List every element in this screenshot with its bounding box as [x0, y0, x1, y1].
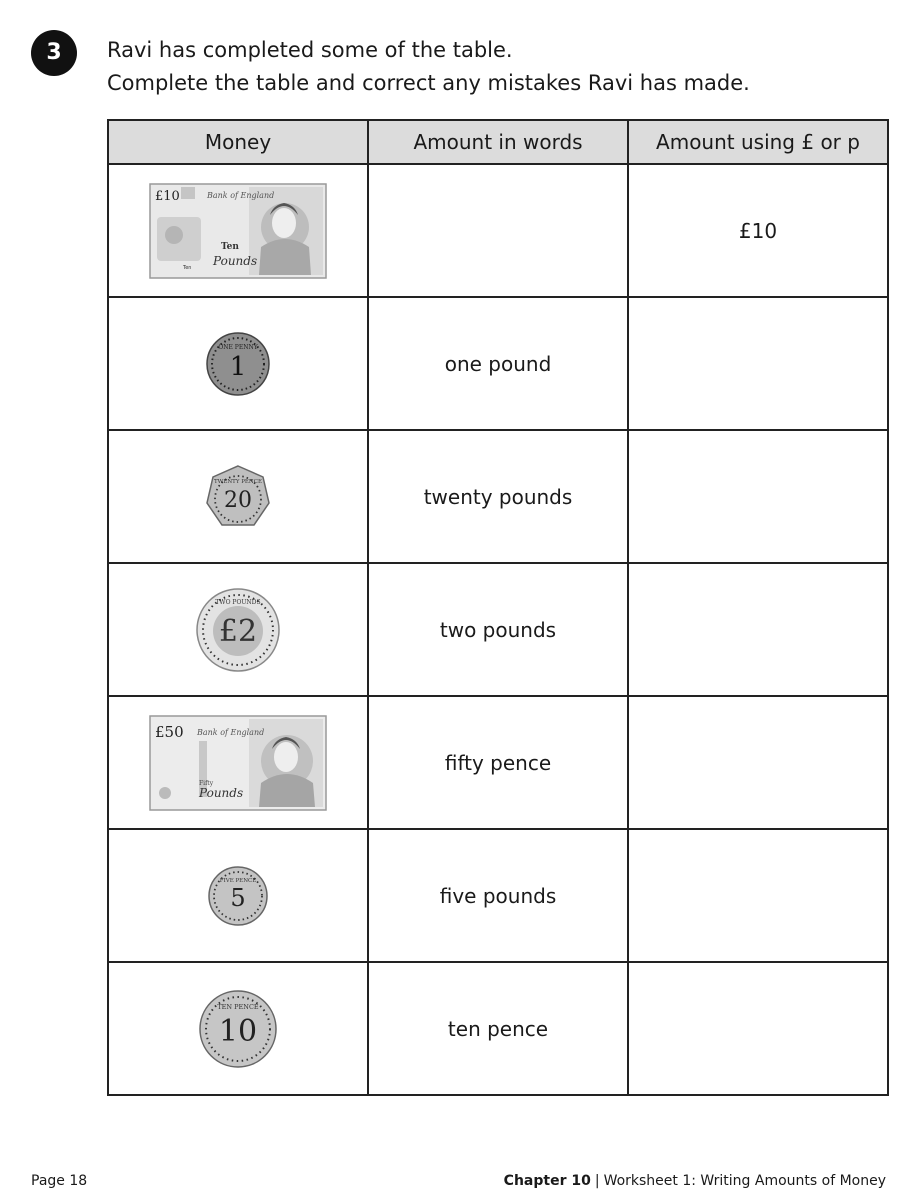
coin-value-label: 20: [224, 487, 252, 513]
table-header-row: [108, 120, 888, 164]
table-row: [108, 164, 888, 297]
ten-pence-coin-image: [198, 989, 278, 1069]
coin-value-label: 5: [230, 883, 246, 912]
money-cell: [108, 962, 368, 1095]
amount-in-words-cell[interactable]: fifty pence: [368, 696, 628, 829]
amount-symbol-cell[interactable]: [628, 696, 888, 829]
header-amount-in-words: Amount in words: [368, 120, 628, 164]
five-pence-coin-image: [207, 865, 269, 927]
header-amount-using-symbol: Amount using £ or p: [628, 120, 888, 164]
amount-in-words-cell[interactable]: ten pence: [368, 962, 628, 1095]
note-small-label: Ten: [183, 264, 192, 271]
money-cell: [108, 430, 368, 563]
amount-symbol-cell[interactable]: [628, 962, 888, 1095]
table-row: [108, 297, 888, 430]
question-number-badge: 3: [31, 30, 77, 76]
table-row: [108, 430, 888, 563]
coin-value-label: 1: [229, 351, 247, 382]
coin-ring-label: ONE PENNY: [218, 343, 258, 351]
table-row: [108, 962, 888, 1095]
coin-value-label: £2: [218, 613, 258, 649]
coin-ring-label: TEN PENCE: [217, 1002, 259, 1011]
header-money: Money: [108, 120, 368, 164]
amount-in-words-cell[interactable]: one pound: [368, 297, 628, 430]
amount-symbol-cell[interactable]: £10: [628, 164, 888, 297]
money-table: [107, 119, 889, 1096]
coin-ring-label: TWENTY PENCE: [214, 478, 262, 485]
footer-worksheet: Worksheet 1: Writing Amounts of Money: [603, 1173, 886, 1189]
money-cell: [108, 297, 368, 430]
two-pound-coin-image: [195, 587, 281, 673]
coin-value-label: 10: [218, 1013, 258, 1049]
fifty-pound-note-image: [149, 715, 327, 811]
amount-symbol-cell[interactable]: [628, 563, 888, 696]
money-cell: [108, 563, 368, 696]
note-value-label: £50: [155, 722, 184, 741]
note-value-label: £10: [155, 188, 180, 204]
page-number: Page 18: [31, 1173, 88, 1189]
amount-in-words-cell[interactable]: [368, 164, 628, 297]
table-row: [108, 563, 888, 696]
coin-ring-label: FIVE PENCE: [219, 877, 257, 884]
amount-in-words-cell[interactable]: twenty pounds: [368, 430, 628, 563]
footer-chapter-info: [504, 1173, 886, 1189]
question-instruction-2: Complete the table and correct any mistakes Ravi has made.: [107, 71, 750, 95]
one-penny-coin-image: [205, 331, 271, 397]
amount-symbol-cell[interactable]: [628, 829, 888, 962]
footer-chapter: Chapter 10: [503, 1173, 591, 1189]
amount-in-words-cell[interactable]: two pounds: [368, 563, 628, 696]
note-word-label: Ten: [221, 241, 239, 252]
note-script-label: Pounds: [199, 785, 244, 800]
note-script-label: Pounds: [213, 253, 258, 268]
amount-in-words-cell[interactable]: five pounds: [368, 829, 628, 962]
money-cell: [108, 829, 368, 962]
amount-symbol-cell[interactable]: [628, 297, 888, 430]
note-bank-label: Bank of England: [207, 190, 275, 200]
money-cell: [108, 164, 368, 297]
ten-pound-note-image: [149, 183, 327, 279]
amount-symbol-cell[interactable]: [628, 430, 888, 563]
table-row: [108, 696, 888, 829]
question-instruction-1: Ravi has completed some of the table.: [107, 38, 513, 62]
footer-separator: |: [594, 1173, 600, 1189]
table-row: [108, 829, 888, 962]
note-bank-label: Bank of England: [197, 727, 265, 737]
coin-ring-label: TWO POUNDS: [215, 598, 261, 606]
note-word-label: Fifty: [199, 779, 214, 787]
twenty-pence-coin-image: [204, 463, 272, 531]
money-cell: [108, 696, 368, 829]
